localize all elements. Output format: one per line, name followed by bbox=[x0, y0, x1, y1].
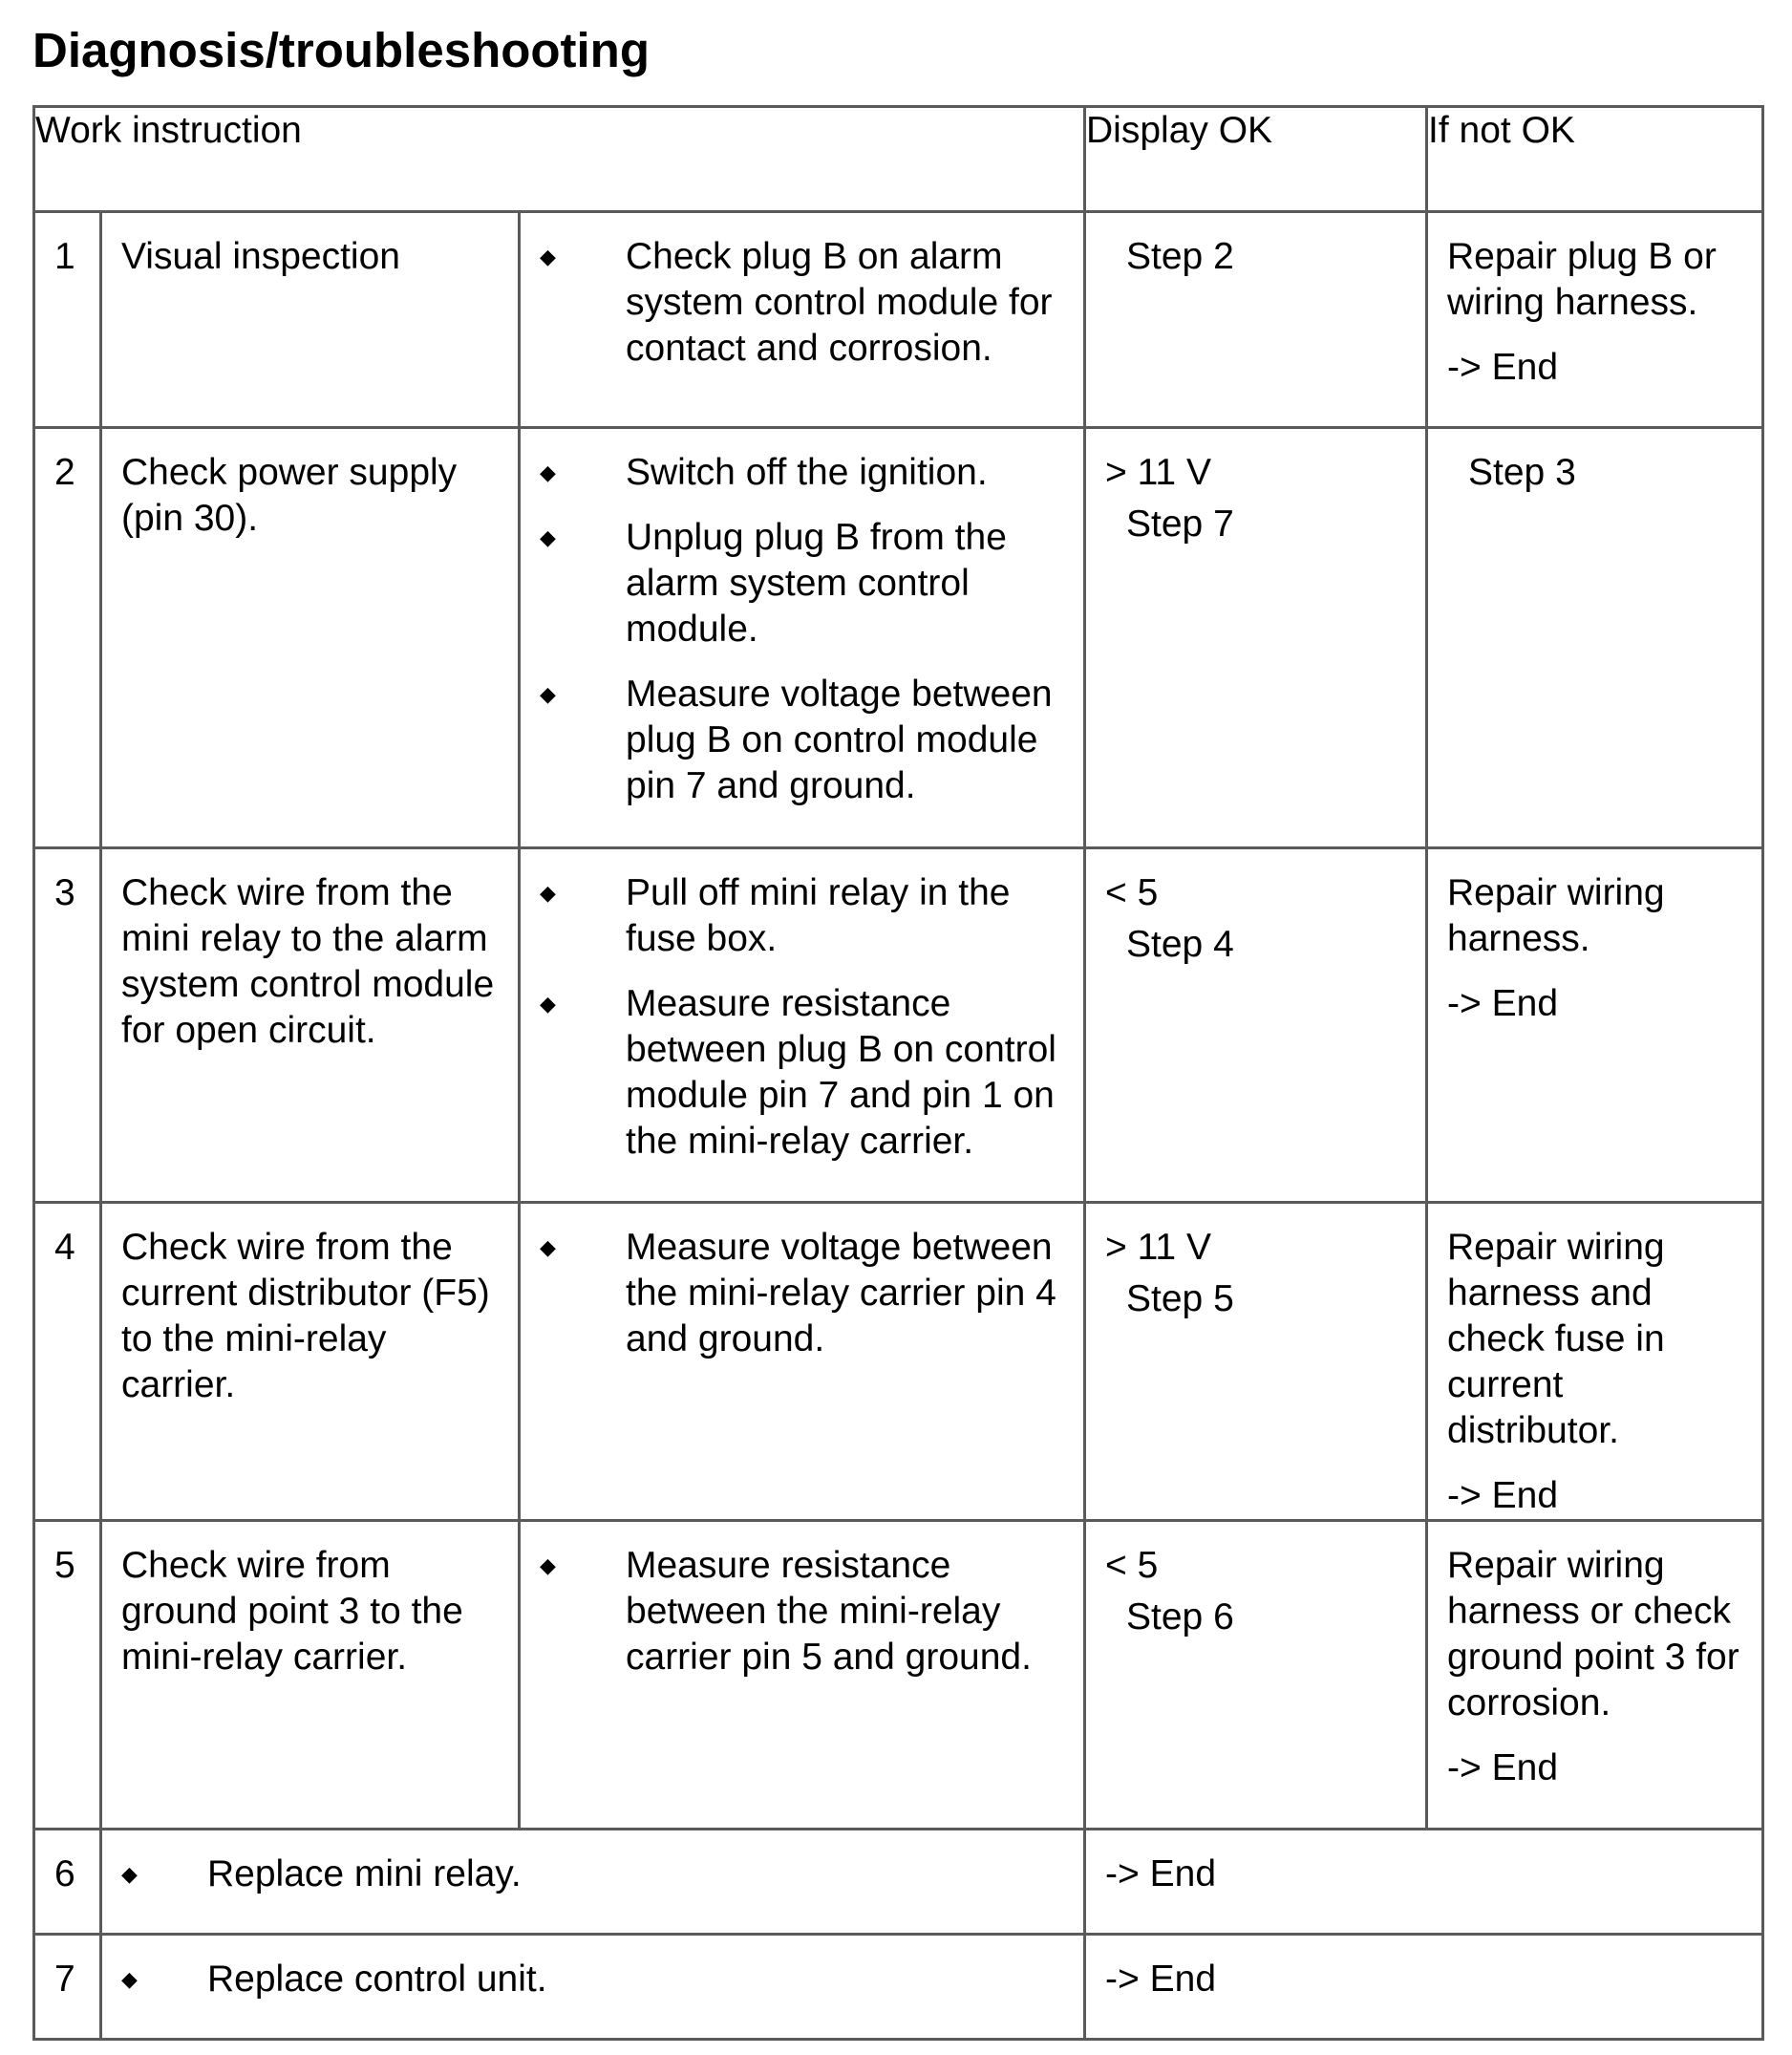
instruction-item bbox=[540, 515, 1064, 653]
instruction-item bbox=[540, 450, 1064, 496]
ok-step: Step 6 bbox=[1126, 1596, 1234, 1638]
diamond-bullet-icon: ◆ bbox=[540, 1553, 556, 1577]
not-ok-end: -> End bbox=[1447, 983, 1559, 1024]
diamond-bullet-icon: ◆ bbox=[540, 682, 556, 706]
not-ok-step: Step 3 bbox=[1468, 452, 1576, 493]
page-title: Diagnosis/troubleshooting bbox=[32, 23, 650, 77]
result-cell: -> End bbox=[1085, 1935, 1763, 2040]
ok-step: Step 7 bbox=[1126, 503, 1234, 545]
step-number: 5 bbox=[34, 1521, 101, 1830]
step-description: Check wire from the mini relay to the alarm system control module for open circuit. bbox=[101, 848, 520, 1203]
step-number: 7 bbox=[34, 1935, 101, 2040]
instruction-text: Measure voltage between plug B on control module pin 7 and ground. bbox=[626, 674, 1053, 806]
step-description: Check wire from ground point 3 to the mini-relay carrier. bbox=[101, 1521, 520, 1830]
diamond-bullet-icon: ◆ bbox=[540, 881, 556, 905]
instruction-item bbox=[540, 870, 1064, 962]
instruction-text: Measure resistance between the mini-relay carrier pin 5 and ground. bbox=[626, 1545, 1032, 1678]
step-number: 1 bbox=[34, 212, 101, 428]
table-row bbox=[34, 428, 1763, 848]
not-ok-cell bbox=[1427, 1203, 1763, 1521]
result-cell: -> End bbox=[1085, 1830, 1763, 1935]
not-ok-end: -> End bbox=[1447, 1747, 1559, 1788]
not-ok-action: Repair wiring harness. bbox=[1447, 872, 1665, 959]
instruction-text: Measure voltage between the mini-relay carrier pin 4 and ground. bbox=[626, 1227, 1056, 1359]
instruction-text: Check plug B on alarm system control module for contact and corrosion. bbox=[626, 236, 1053, 369]
display-ok-cell bbox=[1085, 1521, 1427, 1830]
instruction-item bbox=[540, 1543, 1064, 1680]
table-row bbox=[34, 1830, 1763, 1935]
header-display-ok: Display OK bbox=[1085, 107, 1427, 212]
not-ok-cell bbox=[1427, 848, 1763, 1203]
instruction-cell bbox=[101, 1830, 1085, 1935]
not-ok-action: Repair wiring harness or check ground point 3 for corrosion. bbox=[1447, 1545, 1739, 1723]
instruction-item bbox=[121, 1852, 1064, 1897]
ok-value: > 11 V bbox=[1105, 1227, 1211, 1268]
not-ok-action: Repair wiring harness and check fuse in current distributor. bbox=[1447, 1227, 1665, 1451]
step-description: Check wire from the current distributor (F5) to the mini-relay carrier. bbox=[101, 1203, 520, 1521]
step-description: Visual inspection bbox=[101, 212, 520, 428]
instruction-text: Pull off mini relay in the fuse box. bbox=[626, 872, 1011, 959]
table-row bbox=[34, 1203, 1763, 1521]
not-ok-cell bbox=[1427, 428, 1763, 848]
display-ok-cell bbox=[1085, 428, 1427, 848]
diamond-bullet-icon: ◆ bbox=[540, 525, 556, 549]
display-ok-cell bbox=[1085, 212, 1427, 428]
not-ok-end: -> End bbox=[1447, 1475, 1559, 1516]
step-number: 4 bbox=[34, 1203, 101, 1521]
ok-value: < 5 bbox=[1105, 1545, 1159, 1586]
instruction-item bbox=[540, 1225, 1064, 1362]
instruction-cell bbox=[520, 428, 1085, 848]
instruction-cell bbox=[520, 1203, 1085, 1521]
not-ok-cell bbox=[1427, 1521, 1763, 1830]
not-ok-action: Repair plug B or wiring harness. bbox=[1447, 236, 1717, 323]
diamond-bullet-icon: ◆ bbox=[540, 992, 556, 1016]
table-row bbox=[34, 212, 1763, 428]
instruction-text: Switch off the ignition. bbox=[626, 452, 988, 493]
table-row bbox=[34, 1935, 1763, 2040]
diamond-bullet-icon: ◆ bbox=[540, 245, 556, 268]
diamond-bullet-icon: ◆ bbox=[540, 1235, 556, 1259]
step-number: 6 bbox=[34, 1830, 101, 1935]
header-work-instruction: Work instruction bbox=[34, 107, 1085, 212]
instruction-item bbox=[121, 1957, 1064, 2002]
ok-step: Step 5 bbox=[1126, 1278, 1234, 1319]
ok-step: Step 4 bbox=[1126, 924, 1234, 965]
display-ok-cell bbox=[1085, 1203, 1427, 1521]
instruction-text: Measure resistance between plug B on control module pin 7 and pin 1 on the mini-relay carrier. bbox=[626, 983, 1056, 1162]
instruction-cell bbox=[520, 848, 1085, 1203]
display-ok-cell bbox=[1085, 848, 1427, 1203]
diamond-bullet-icon: ◆ bbox=[121, 1862, 138, 1886]
diamond-bullet-icon: ◆ bbox=[540, 460, 556, 484]
instruction-item bbox=[540, 234, 1064, 372]
instruction-text: Replace mini relay. bbox=[207, 1853, 522, 1894]
instruction-text: Unplug plug B from the alarm system control module. bbox=[626, 517, 1007, 650]
not-ok-cell bbox=[1427, 212, 1763, 428]
ok-value: < 5 bbox=[1105, 872, 1159, 913]
diamond-bullet-icon: ◆ bbox=[121, 1967, 138, 1991]
step-description: Check power supply (pin 30). bbox=[101, 428, 520, 848]
table-row bbox=[34, 848, 1763, 1203]
not-ok-end: -> End bbox=[1447, 347, 1559, 388]
instruction-cell bbox=[101, 1935, 1085, 2040]
step-number: 2 bbox=[34, 428, 101, 848]
diagnosis-table bbox=[32, 105, 1764, 2041]
header-if-not-ok: If not OK bbox=[1427, 107, 1763, 212]
instruction-item bbox=[540, 672, 1064, 809]
header-row bbox=[34, 107, 1763, 212]
instruction-cell bbox=[520, 212, 1085, 428]
instruction-cell bbox=[520, 1521, 1085, 1830]
step-number: 3 bbox=[34, 848, 101, 1203]
instruction-item bbox=[540, 981, 1064, 1165]
ok-step: Step 2 bbox=[1126, 236, 1234, 277]
table-row bbox=[34, 1521, 1763, 1830]
ok-value: > 11 V bbox=[1105, 452, 1211, 493]
instruction-text: Replace control unit. bbox=[207, 1959, 547, 2000]
